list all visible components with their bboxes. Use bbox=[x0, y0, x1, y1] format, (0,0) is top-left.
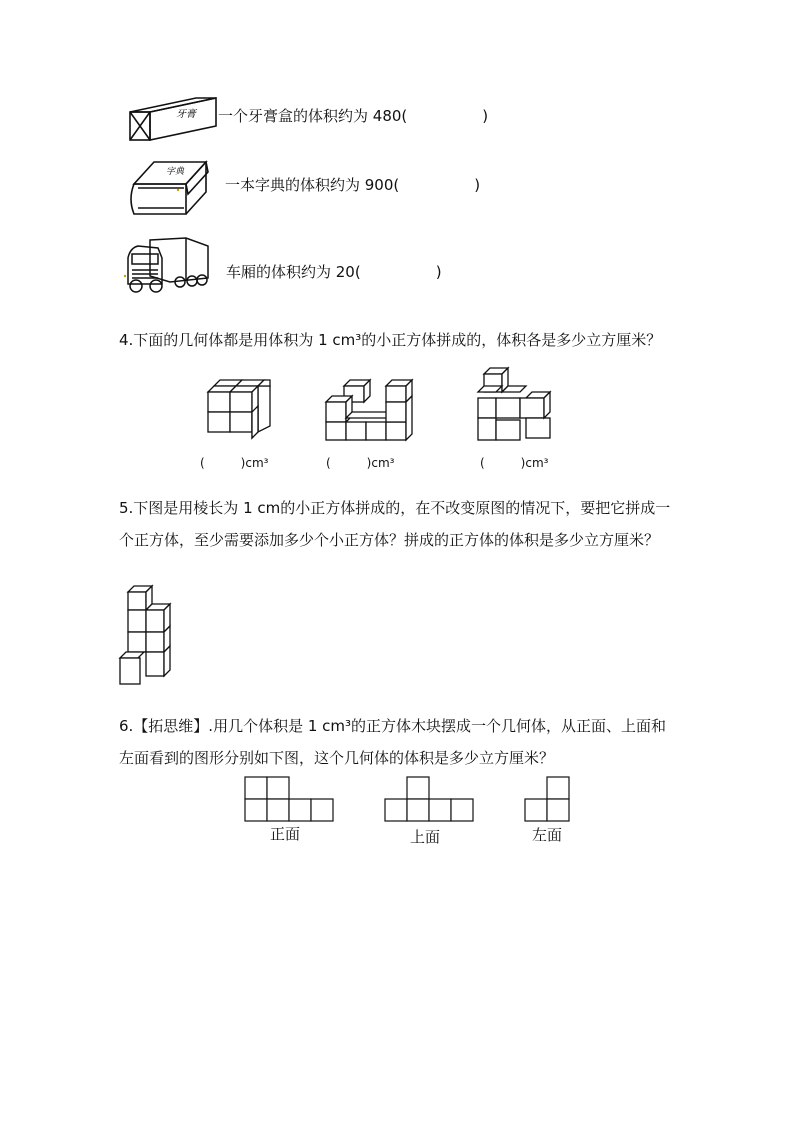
cube-figure-a bbox=[204, 380, 276, 442]
item-truck-text: 车厢的体积约为 20( ) bbox=[226, 263, 442, 281]
front-view-label: 正面 bbox=[270, 825, 301, 843]
answer-blank-b[interactable]: ( )cm³ bbox=[326, 456, 395, 470]
cube-figure-c bbox=[474, 368, 558, 444]
left-view-grid bbox=[524, 776, 572, 822]
cube-figure-b bbox=[322, 380, 418, 442]
truck-icon bbox=[124, 236, 212, 296]
question-5-text: 5.下图是用棱长为 1 cm的小正方体拼成的，在不改变原图的情况下，要把它拼成一个正方体，至少需要添加多少个小正方体？拼成的正方体的体积是多少立方厘米？ bbox=[119, 499, 671, 549]
top-view-grid bbox=[384, 776, 476, 822]
question-6-text: 6.【拓思维】.用几个体积是 1 cm³的正方体木块摆成一个几何体，从正面、上面和左面看到的图形分别如下图，这个几何体的体积是多少立方厘米？ bbox=[119, 717, 667, 767]
answer-blank-a[interactable]: ( )cm³ bbox=[200, 456, 269, 470]
item-toothpaste-text: 一个牙膏盒的体积约为 480( ) bbox=[218, 107, 489, 125]
front-view-grid bbox=[244, 776, 336, 822]
dictionary-label: 字典 bbox=[166, 167, 185, 177]
answer-blank-c[interactable]: ( )cm³ bbox=[480, 456, 549, 470]
toothpaste-box-icon bbox=[128, 96, 218, 144]
item-dictionary-text: 一本字典的体积约为 900( ) bbox=[225, 176, 481, 194]
cube-stack-figure bbox=[118, 586, 180, 688]
top-view-label: 上面 bbox=[410, 828, 441, 846]
question-4-text: 4.下面的几何体都是用体积为 1 cm³的小正方体拼成的，体积各是多少立方厘米？ bbox=[119, 331, 662, 349]
dictionary-icon bbox=[126, 158, 212, 220]
left-view-label: 左面 bbox=[532, 826, 563, 844]
toothpaste-box-label: 牙膏 bbox=[176, 109, 196, 120]
